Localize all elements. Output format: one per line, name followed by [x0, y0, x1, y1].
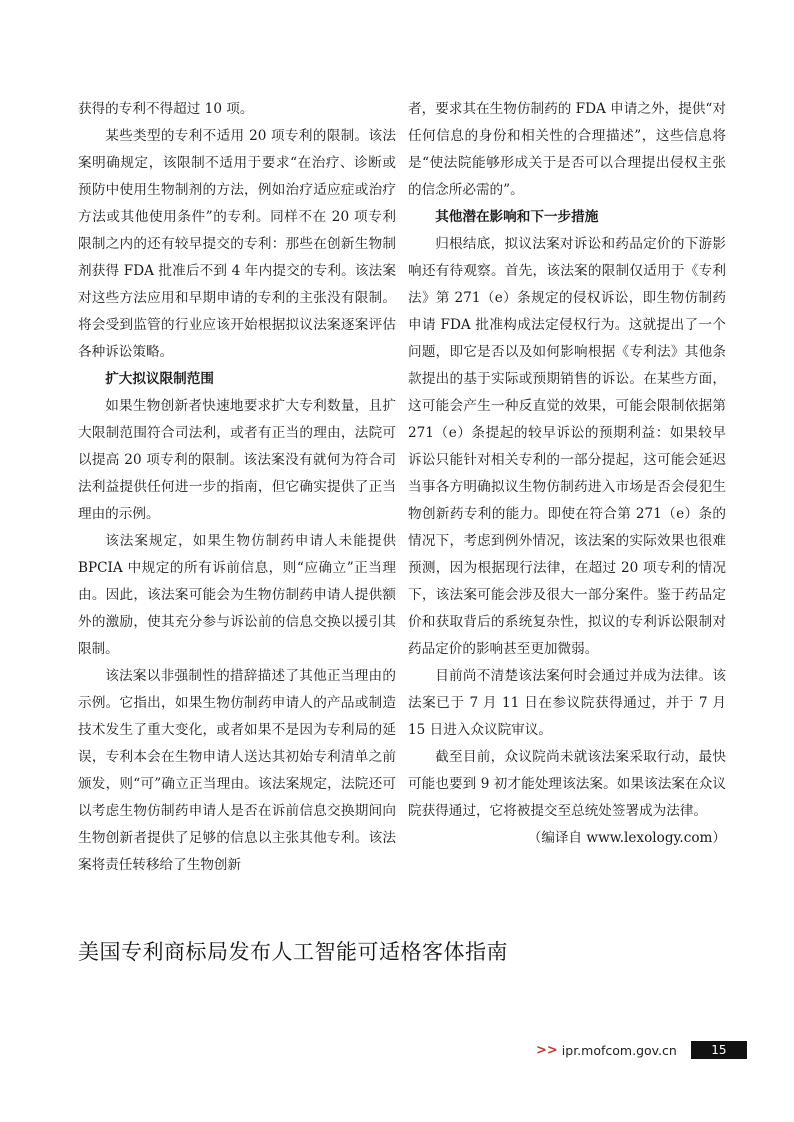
paragraph: 获得的专利不得超过 10 项。: [78, 101, 254, 117]
right-column: [408, 96, 726, 852]
source-credit: （编译自 www.lexology.com）: [527, 830, 726, 846]
footer-website-link[interactable]: ipr.mofcom.gov.cn: [561, 1042, 677, 1058]
next-article-headline: 美国专利商标局发布人工智能可适格客体指南: [78, 940, 508, 964]
paragraph: 如果生物创新者快速地要求扩大专利数量，且扩大限制范围符合司法利，或者有正当的理由，法院可以提高 20 项专利的限制。该法案没有就何为符合司法利益提供任何进一步的指南，但它确实提供了正当理由的示例。: [78, 398, 396, 522]
double-chevron-right-icon: >>: [536, 1042, 558, 1058]
section-heading: 扩大拟议限制范围: [105, 371, 214, 387]
paragraph: 某些类型的专利不适用 20 项专利的限制。该法案明确规定，该限制不适用于要求“在治疗、诊断或预防中使用生物制剂的方法，例如治疗适应症或治疗方法或其他使用条件”的专利。同样不在 20 项专利限制之内的还有较早提交的专利：那些在创新生物制剂获得 FDA 批准后不到 4 年内提交的专利。该法案对这些方法应用和早期申请的专利的主张没有限制。将会受到监管的行业应该开始根据拟议法案逐案评估各种诉讼策略。: [78, 128, 396, 360]
paragraph: 截至目前，众议院尚未就该法案采取行动，最快可能也要到 9 初才能处理该法案。如果该法案在众议院获得通过，它将被提交至总统处签署成为法律。: [408, 749, 726, 819]
paragraph: 目前尚不清楚该法案何时会通过并成为法律。该法案已于 7 月 11 日在参议院获得通过，并于 7 月 15 日进入众议院审议。: [408, 668, 726, 738]
left-column: [78, 96, 396, 879]
section-heading: 其他潜在影响和下一步措施: [435, 209, 599, 225]
page-number-badge: 15: [691, 1041, 747, 1059]
paragraph: 该法案规定，如果生物仿制药申请人未能提供 BPCIA 中规定的所有诉前信息，则“应确立”正当理由。因此，该法案可能会为生物仿制药申请人提供额外的激励，使其充分参与诉讼前的信息交换以援引其限制。: [78, 533, 396, 657]
page-footer: [536, 1041, 747, 1059]
paragraph: 归根结底，拟议法案对诉讼和药品定价的下游影响还有待观察。首先，该法案的限制仅适用于《专利法》第 271（e）条规定的侵权诉讼，即生物仿制药申请 FDA 批准构成法定侵权行为。这就提出了一个问题，即它是否以及如何影响根据《专利法》其他条款提出的基于实际或预期销售的诉讼。在某些方面，这可能会产生一种反直觉的效果，可能会限制依据第 271（e）条提起的较早诉讼的预期利益：如果较早诉讼只能针对相关专利的一部分提起，这可能会延迟当事各方明确拟议生物仿制药进入市场是否会侵犯生物创新药专利的能力。即使在符合第 271（e）条的情况下，考虑到例外情况，该法案的实际效果也很难预测，因为根据现行法律，在超过 20 项专利的情况下，该法案可能会涉及很大一部分案件。鉴于药品定价和获取背后的系统复杂性，拟议的专利诉讼限制对药品定价的影响甚至更加微弱。: [408, 236, 726, 657]
paragraph: 者，要求其在生物仿制药的 FDA 申请之外，提供“对任何信息的身份和相关性的合理描述”，这些信息将是“使法院能够形成关于是否可以合理提出侵权主张的信念所必需的”。: [408, 101, 726, 198]
paragraph: 该法案以非强制性的措辞描述了其他正当理由的示例。它指出，如果生物仿制药申请人的产品或制造技术发生了重大变化，或者如果不是因为专利局的延误，专利本会在生物申请人送达其初始专利清单之前颁发，则“可”确立正当理由。该法案规定，法院还可以考虑生物仿制药申请人是否在诉前信息交换期间向生物创新者提供了足够的信息以主张其他专利。该法案将责任转移给了生物创新: [78, 668, 396, 873]
